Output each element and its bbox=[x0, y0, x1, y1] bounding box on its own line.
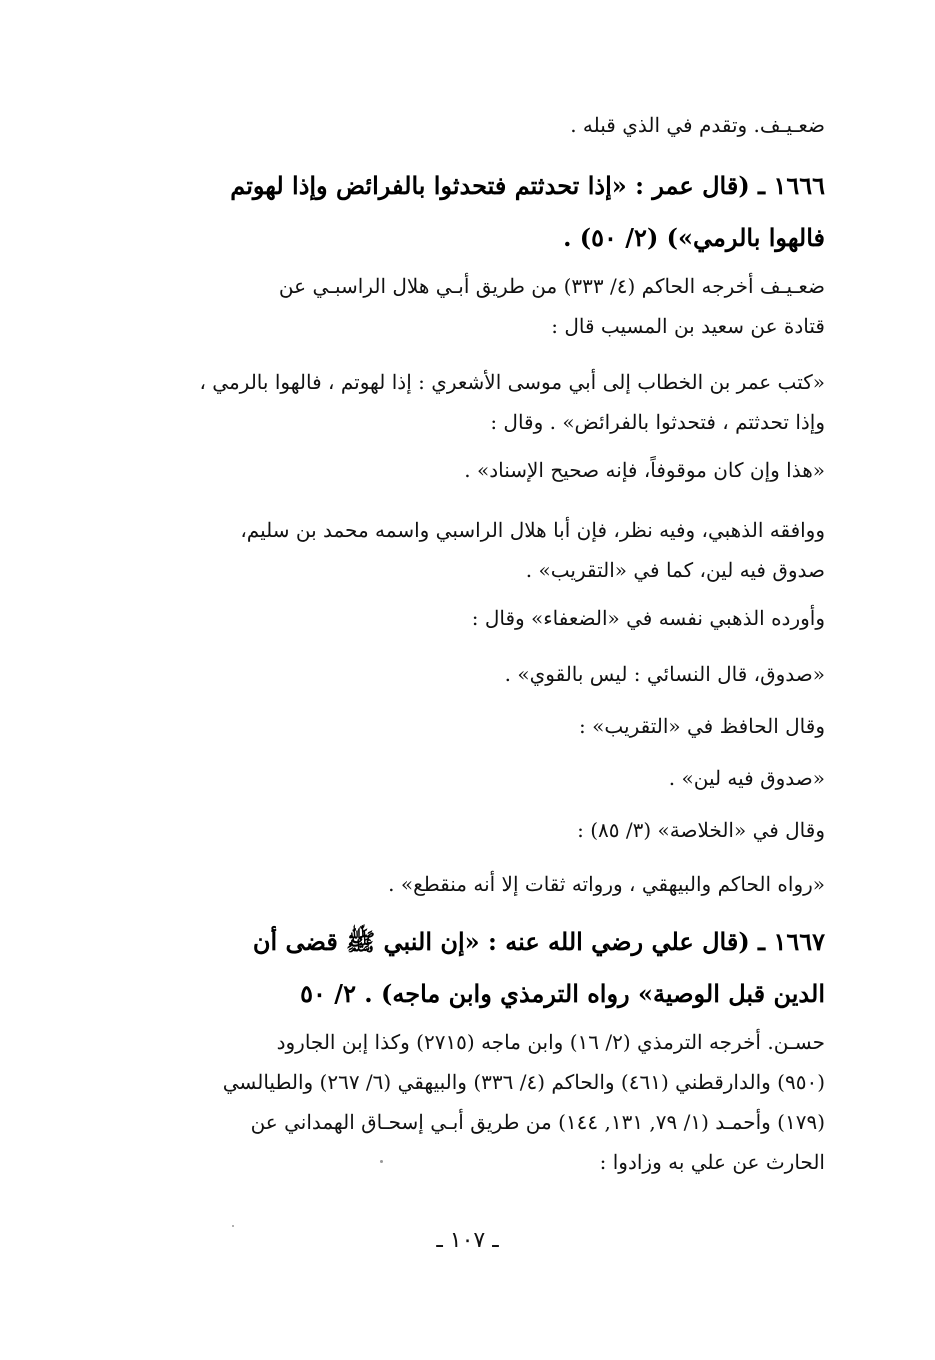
paragraph-hafiz bbox=[130, 706, 843, 746]
text-line: (١٧٩) وأحمـد (١/ ٧٩, ١٣١, ١٤٤) من طريق أبـي إسحـاق الهمداني عن bbox=[250, 1110, 825, 1134]
text-line: وإذا تحدثتم ، فتحدثوا بالفرائض» . وقال : bbox=[490, 410, 825, 434]
scan-speck bbox=[232, 1225, 234, 1227]
text-line: فالهوا بالرمي») (٢/ ٥٠) . bbox=[563, 223, 825, 252]
paragraph-intro bbox=[130, 105, 825, 145]
paragraph-duafa bbox=[130, 598, 843, 638]
text-line: ١٦٦٧ ـ (قال علي رضي الله عنه : «إن النبي ﷺ قضى أن bbox=[252, 927, 825, 956]
quote-khulasa bbox=[130, 864, 843, 904]
text-line: (٩٥٠) والدارقطني (٤٦١) والحاكم (٤/ ٣٣٦) والبيهقي (٦/ ٢٦٧) والطيالسي bbox=[222, 1070, 825, 1094]
text-line: وقال الحافظ في «التقريب» : bbox=[579, 714, 825, 738]
text-line: وأورده الذهبي نفسه في «الضعفاء» وقال : bbox=[471, 606, 825, 630]
text-line: الحارث عن علي به وزادوا : bbox=[599, 1150, 825, 1174]
text-line: ضعـيـف. وتقدم في الذي قبله . bbox=[570, 113, 825, 137]
paragraph-dhahabi bbox=[130, 510, 825, 590]
paragraph-khulasa bbox=[130, 810, 843, 850]
text-line: وقال في «الخلاصة» (٣/ ٨٥) : bbox=[577, 818, 825, 842]
scan-speck bbox=[380, 1160, 383, 1163]
quote-taqrib bbox=[130, 758, 843, 798]
text-line: قتادة عن سعيد بن المسيب قال : bbox=[551, 314, 825, 338]
text-line: حسـن. أخرجه الترمذي (٢/ ١٦) وابن ماجه (٢٧١٥) وكذا إبن الجارود bbox=[276, 1030, 825, 1054]
text-line: ووافقه الذهبي، وفيه نظر، فإن أبا هلال الراسبي واسمه محمد بن سليم، bbox=[240, 518, 825, 542]
text-line: ضعـيـف أخرجه الحاكم (٤/ ٣٣٣) من طريق أبـي هلال الراسبـي عن bbox=[278, 274, 825, 298]
quote-nasai bbox=[130, 654, 843, 694]
text-line: «صدوق فيه لين» . bbox=[668, 766, 825, 790]
text-line: الدين قبل الوصية» رواه الترمذي وابن ماجه) . ٢/ ٥٠ bbox=[300, 979, 825, 1008]
text-line: «رواه الحاكم والبيهقي ، ورواته ثقات إلا أنه منقطع» . bbox=[388, 872, 825, 896]
hadith-1666 bbox=[130, 160, 825, 264]
quote-hakim bbox=[130, 450, 843, 490]
text-line: «هذا وإن كان موقوفاً، فإنه صحيح الإسناد» . bbox=[464, 458, 825, 482]
text-line: صدوق فيه لين، كما في «التقريب» . bbox=[525, 558, 825, 582]
paragraph-takhrij-1667 bbox=[130, 1022, 825, 1182]
paragraph-takhrij-1666 bbox=[130, 266, 825, 346]
text-line: ١٦٦٦ ـ (قال عمر : «إذا تحدثتم فتحدثوا بالفرائض وإذا لهوتم bbox=[230, 171, 825, 200]
text-line: «كتب عمر بن الخطاب إلى أبي موسى الأشعري : إذا لهوتم ، فالهوا بالرمي ، bbox=[199, 370, 825, 394]
hadith-1667 bbox=[130, 916, 825, 1020]
text-line: «صدوق، قال النسائي : ليس بالقوي» . bbox=[504, 662, 825, 686]
page-number: ـ ١٠٧ ـ bbox=[436, 1228, 499, 1253]
quote-letter bbox=[130, 362, 843, 442]
